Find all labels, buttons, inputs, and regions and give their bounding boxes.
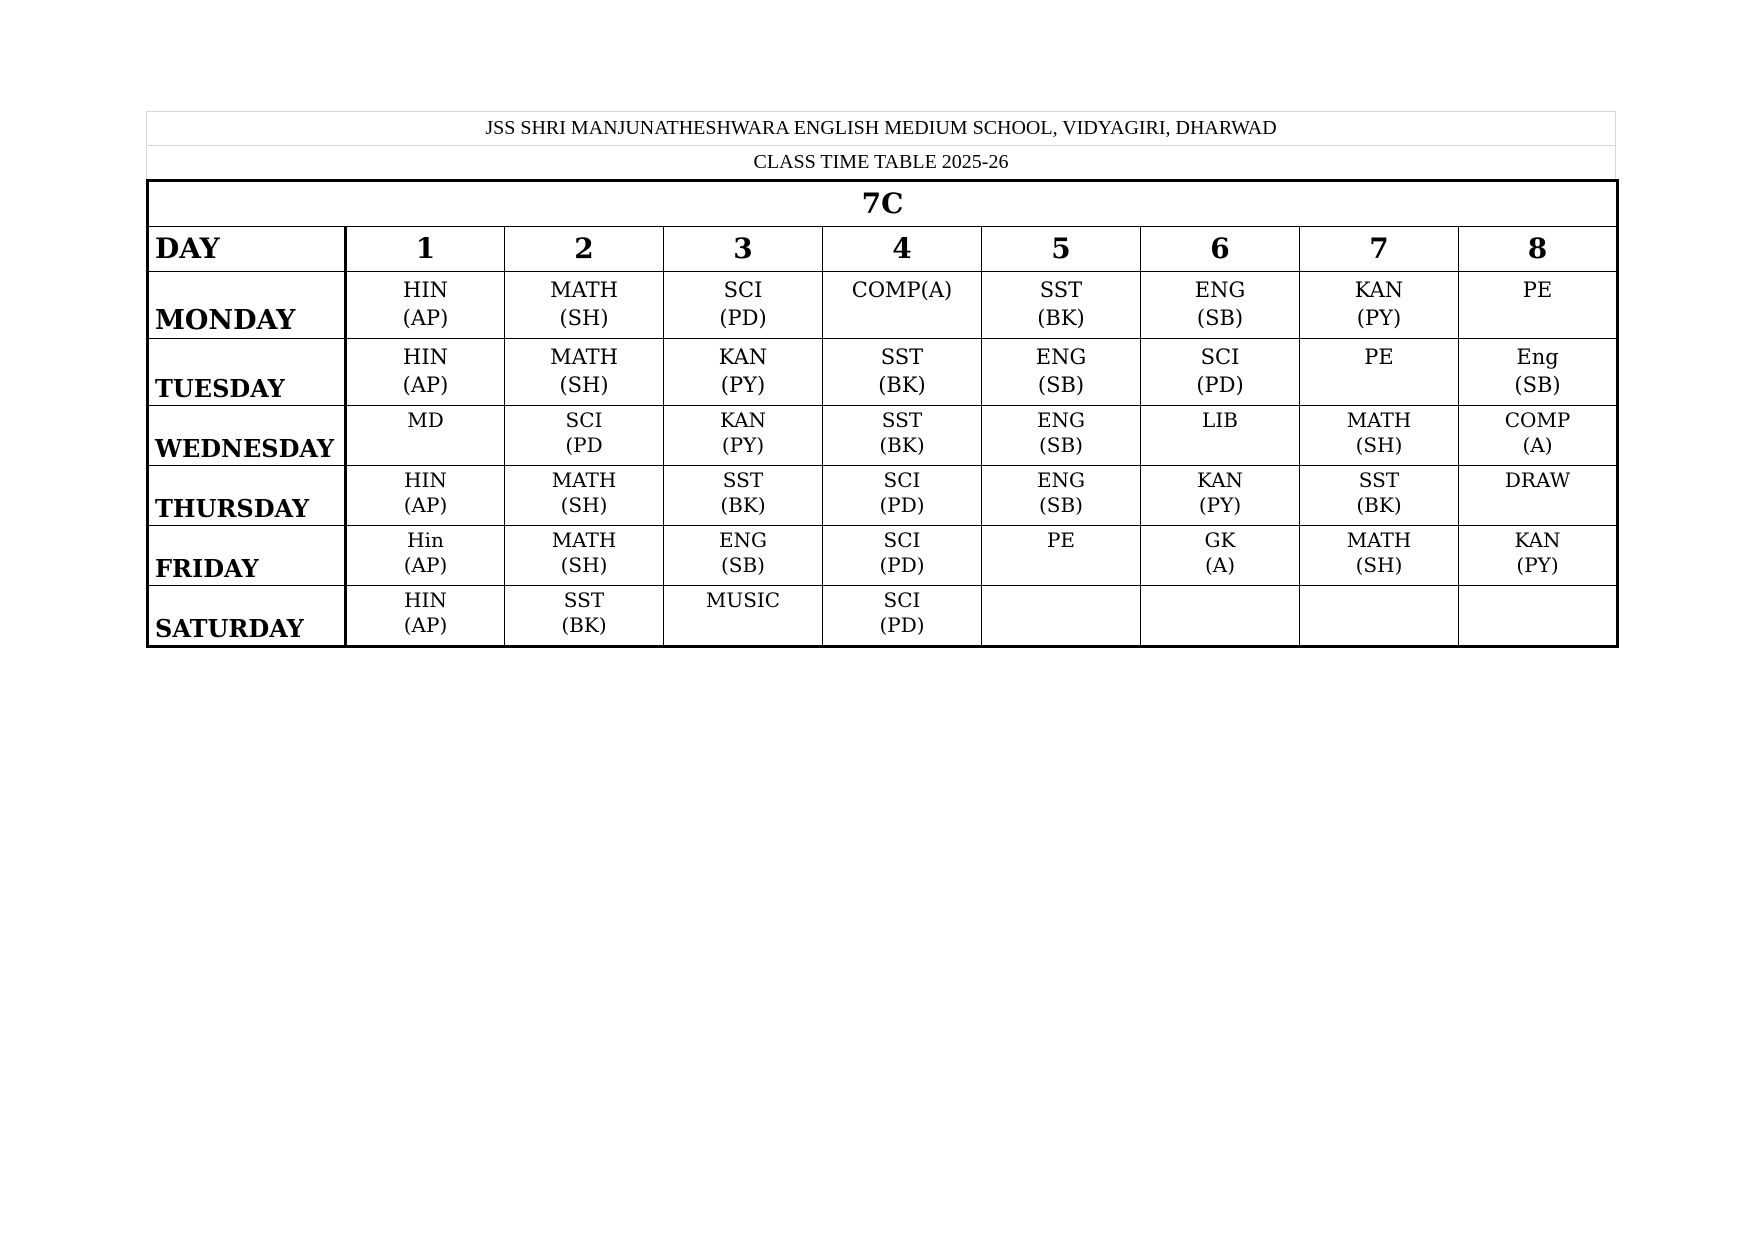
period-cell (823, 272, 982, 339)
subject-label: COMP(A) (851, 278, 953, 302)
teacher-initials: (A) (1204, 553, 1236, 577)
subject-label: MATH (551, 468, 617, 492)
subject-label: GK (1204, 528, 1236, 552)
teacher-initials: (PY) (720, 373, 766, 397)
day-name: WEDNESDAY (148, 406, 346, 466)
teacher-initials: (AP) (403, 553, 448, 577)
period-cell (1300, 272, 1459, 339)
period-cell (982, 466, 1141, 526)
teacher-initials: (PD (565, 433, 603, 457)
teacher-initials: (BK) (878, 373, 926, 397)
day-row-monday (148, 272, 1618, 339)
teacher-initials: (SH) (1355, 433, 1403, 457)
subject-label: SST (880, 345, 924, 369)
period-cell (982, 272, 1141, 339)
period-cell (1141, 526, 1300, 586)
period-cell (1141, 586, 1300, 647)
teacher-initials: (SB) (1038, 493, 1083, 517)
period-cell (505, 526, 664, 586)
day-column-header: DAY (148, 227, 346, 272)
period-cell (1459, 586, 1618, 647)
period-cell (823, 586, 982, 647)
teacher-initials: (BK) (561, 613, 607, 637)
period-cell (346, 586, 505, 647)
subject-label: LIB (1202, 408, 1238, 432)
teacher-initials: (PD) (719, 306, 767, 330)
period-cell (346, 339, 505, 406)
subject-label: MATH (1346, 528, 1412, 552)
subject-label: SCI (1200, 345, 1240, 369)
day-row-thursday (148, 466, 1618, 526)
period-cell (982, 339, 1141, 406)
teacher-initials: (PD) (1196, 373, 1244, 397)
period-cell (823, 466, 982, 526)
period-cell (346, 272, 505, 339)
subject-label: PE (1364, 345, 1394, 369)
timetable-grid (146, 179, 1619, 648)
period-cell (982, 406, 1141, 466)
teacher-initials: (SB) (1037, 373, 1085, 397)
period-header: 7 (1300, 227, 1459, 272)
subject-label: HIN (403, 345, 448, 369)
period-cell (823, 526, 982, 586)
subject-label: SST (563, 588, 605, 612)
subject-label: SST (1039, 278, 1083, 302)
teacher-initials: (SB) (1196, 306, 1244, 330)
period-cell (1459, 526, 1618, 586)
period-cell (505, 272, 664, 339)
subject-label: KAN (718, 345, 768, 369)
period-cell (1141, 466, 1300, 526)
subject-label: PE (1522, 278, 1553, 302)
period-header: 1 (346, 227, 505, 272)
period-cell (346, 466, 505, 526)
subject-label: PE (1046, 528, 1076, 552)
period-cell (505, 466, 664, 526)
subject-label: ENG (1036, 408, 1086, 432)
period-cell (346, 526, 505, 586)
period-cell (1459, 466, 1618, 526)
subject-label: SCI (883, 468, 921, 492)
subject-label: KAN (719, 408, 767, 432)
subject-label: HIN (404, 468, 447, 492)
teacher-initials: (PY) (1198, 493, 1242, 517)
teacher-initials: (PY) (721, 433, 765, 457)
teacher-initials: (SB) (1038, 433, 1083, 457)
period-cell (1141, 339, 1300, 406)
period-cell (1141, 272, 1300, 339)
subject-label: SST (1358, 468, 1400, 492)
period-cell (823, 406, 982, 466)
period-header: 5 (982, 227, 1141, 272)
period-cell (664, 406, 823, 466)
subject-label: SST (881, 408, 923, 432)
period-cell (982, 586, 1141, 647)
period-cell (346, 406, 505, 466)
teacher-initials: (AP) (402, 373, 449, 397)
teacher-initials: (AP) (403, 613, 448, 637)
teacher-initials: (BK) (720, 493, 766, 517)
period-cell (664, 526, 823, 586)
teacher-initials: (BK) (1356, 493, 1402, 517)
teacher-initials: (SH) (559, 373, 609, 397)
subject-label: KAN (1514, 528, 1561, 552)
subject-label: Hin (407, 528, 444, 552)
period-cell (823, 339, 982, 406)
teacher-initials: (SH) (560, 493, 608, 517)
teacher-initials: (SB) (1514, 373, 1561, 397)
period-cell (1300, 339, 1459, 406)
teacher-initials: (AP) (403, 493, 448, 517)
day-row-tuesday (148, 339, 1618, 406)
day-name: SATURDAY (148, 586, 346, 647)
subject-label: MATH (550, 278, 618, 302)
period-header: 3 (664, 227, 823, 272)
teacher-initials: (AP) (402, 306, 449, 330)
day-row-saturday (148, 586, 1618, 647)
subject-label: MD (407, 408, 444, 432)
teacher-initials: (PD) (879, 613, 925, 637)
subject-label: DRAW (1504, 468, 1571, 492)
period-cell (1459, 339, 1618, 406)
period-cell (664, 339, 823, 406)
period-cell (1300, 406, 1459, 466)
teacher-initials: (SH) (559, 306, 609, 330)
teacher-initials: (BK) (1037, 306, 1085, 330)
subject-label: MUSIC (705, 588, 781, 612)
class-name-heading: 7C (148, 181, 1618, 227)
subject-label: ENG (718, 528, 768, 552)
period-cell (505, 406, 664, 466)
period-header: 6 (1141, 227, 1300, 272)
teacher-initials: (PY) (1356, 306, 1402, 330)
period-cell (1459, 406, 1618, 466)
teacher-initials: (SH) (560, 553, 608, 577)
teacher-initials: (SB) (720, 553, 765, 577)
subject-label: SCI (883, 588, 921, 612)
period-header: 2 (505, 227, 664, 272)
subject-label: Eng (1516, 345, 1559, 369)
day-name: FRIDAY (148, 526, 346, 586)
teacher-initials: (SH) (1355, 553, 1403, 577)
period-header: 4 (823, 227, 982, 272)
teacher-initials: (PD) (879, 493, 925, 517)
timetable-sheet (146, 111, 1616, 648)
period-cell (1141, 406, 1300, 466)
subject-label: KAN (1354, 278, 1404, 302)
teacher-initials: (A) (1522, 433, 1553, 457)
subject-label: ENG (1035, 345, 1087, 369)
subject-label: MATH (550, 345, 618, 369)
subject-label: MATH (551, 528, 617, 552)
period-cell (505, 339, 664, 406)
subject-label: HIN (403, 278, 448, 302)
period-header: 8 (1459, 227, 1618, 272)
period-cell (664, 586, 823, 647)
period-cell (664, 272, 823, 339)
timetable-subtitle: CLASS TIME TABLE 2025-26 (146, 145, 1616, 179)
teacher-initials: (PD) (879, 553, 925, 577)
subject-label: ENG (1036, 468, 1086, 492)
period-cell (982, 526, 1141, 586)
subject-label: COMP (1504, 408, 1571, 432)
subject-label: KAN (1196, 468, 1244, 492)
period-cell (1300, 466, 1459, 526)
day-row-friday (148, 526, 1618, 586)
period-cell (1459, 272, 1618, 339)
day-name: MONDAY (148, 272, 346, 339)
subject-label: MATH (1346, 408, 1412, 432)
subject-label: SCI (723, 278, 763, 302)
subject-label: SCI (883, 528, 921, 552)
day-name: THURSDAY (148, 466, 346, 526)
period-header-row (148, 227, 1618, 272)
period-cell (1300, 586, 1459, 647)
day-name: TUESDAY (148, 339, 346, 406)
teacher-initials: (BK) (879, 433, 925, 457)
period-cell (664, 466, 823, 526)
teacher-initials: (PY) (1516, 553, 1559, 577)
subject-label: ENG (1194, 278, 1246, 302)
subject-label: HIN (404, 588, 447, 612)
period-cell (505, 586, 664, 647)
day-row-wednesday (148, 406, 1618, 466)
school-name-title: JSS SHRI MANJUNATHESHWARA ENGLISH MEDIUM SCHOOL, VIDYAGIRI, DHARWAD (146, 111, 1616, 145)
period-cell (1300, 526, 1459, 586)
subject-label: SCI (565, 408, 603, 432)
subject-label: SST (722, 468, 764, 492)
